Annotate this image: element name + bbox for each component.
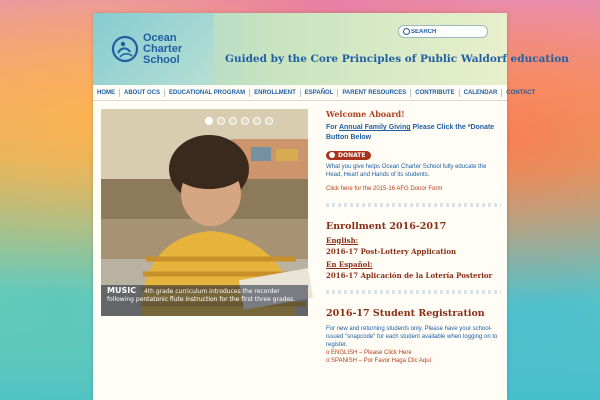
logo-line: Ocean bbox=[143, 32, 177, 44]
slide-dot[interactable] bbox=[265, 117, 273, 125]
donate-label: DONATE bbox=[338, 151, 366, 159]
enrollment-heading: Enrollment 2016-2017 bbox=[326, 220, 447, 232]
spanish-application-link[interactable]: 2016-17 Aplicación de la Lotería Posterior bbox=[326, 270, 493, 280]
hero-slideshow[interactable] bbox=[101, 109, 308, 316]
nav-item-contact[interactable]: CONTACT bbox=[506, 90, 536, 96]
logo[interactable] bbox=[93, 13, 213, 85]
slide-caption bbox=[101, 285, 308, 316]
header bbox=[93, 13, 569, 85]
wave-divider bbox=[326, 290, 501, 294]
slide-dot[interactable] bbox=[241, 117, 249, 125]
logo-text bbox=[143, 33, 182, 66]
logo-line: Charter bbox=[143, 43, 183, 55]
caption-title: MUSIC bbox=[107, 286, 137, 295]
giving-prefix: For bbox=[326, 124, 339, 131]
nav-item-enrollment[interactable]: ENROLLMENT bbox=[250, 89, 301, 97]
logo-swirl-icon bbox=[111, 35, 139, 63]
main-content bbox=[326, 109, 501, 365]
afg-donor-form-link[interactable]: Click here for the 2015-16 AFG Donor Form bbox=[326, 185, 443, 192]
registration-spanish-link[interactable]: o SPANISH – Por Favor Haga Clic Aquí bbox=[326, 357, 432, 364]
donate-button[interactable] bbox=[326, 151, 371, 160]
slide-dot[interactable] bbox=[217, 117, 225, 125]
slide-dot[interactable] bbox=[253, 117, 261, 125]
caption-text: 4th grade curriculum introduces the recorder following pentatonic flute instruction for the first three grades. bbox=[107, 288, 296, 303]
slide-dot[interactable] bbox=[205, 117, 213, 125]
nav-item-contribute[interactable]: CONTRIBUTE bbox=[411, 89, 459, 97]
english-application-link[interactable]: 2016-17 Post-Lottery Application bbox=[326, 246, 457, 256]
spanish-label: En Español: bbox=[326, 259, 373, 269]
search-icon[interactable] bbox=[403, 28, 410, 35]
welcome-heading: Welcome Aboard! bbox=[326, 109, 405, 119]
giving-line bbox=[326, 123, 501, 143]
nav-item-about[interactable]: ABOUT OCS bbox=[120, 89, 165, 97]
main-nav bbox=[93, 86, 536, 101]
nav-item-parent-resources[interactable]: PARENT RESOURCES bbox=[338, 89, 411, 97]
search-input[interactable] bbox=[411, 26, 483, 37]
registration-heading: 2016-17 Student Registration bbox=[326, 307, 485, 319]
giving-suffix: Please Click the *Donate Button Below bbox=[326, 124, 495, 141]
slide-dot[interactable] bbox=[229, 117, 237, 125]
english-label: English: bbox=[326, 235, 359, 245]
registration-description: For new and returning students only. Please have your school-issued "snapcode" for each student available when logging on to register. bbox=[326, 325, 498, 348]
nav-item-calendar[interactable]: CALENDAR bbox=[460, 89, 503, 97]
annual-family-giving-link[interactable]: Annual Family Giving bbox=[338, 124, 411, 131]
giving-description: What you give helps Ocean Charter School fully educate the Head, Heart and Hands of its students. bbox=[326, 163, 487, 178]
search-box[interactable] bbox=[398, 25, 488, 38]
site-container bbox=[93, 13, 569, 400]
logo-line: School bbox=[143, 54, 180, 66]
slide-pager bbox=[205, 117, 273, 125]
registration-english-link[interactable]: o ENGLISH – Please Click Here bbox=[326, 349, 412, 356]
tagline: Guided by the Core Principles of Public Waldorf education bbox=[225, 53, 569, 65]
nav-item-espanol[interactable]: ESPAÑOL bbox=[301, 89, 339, 97]
wave-divider bbox=[326, 203, 501, 207]
nav-item-educational-program[interactable]: EDUCATIONAL PROGRAM bbox=[165, 89, 250, 97]
nav-item-home[interactable]: HOME bbox=[93, 89, 120, 97]
coin-icon bbox=[329, 152, 335, 158]
